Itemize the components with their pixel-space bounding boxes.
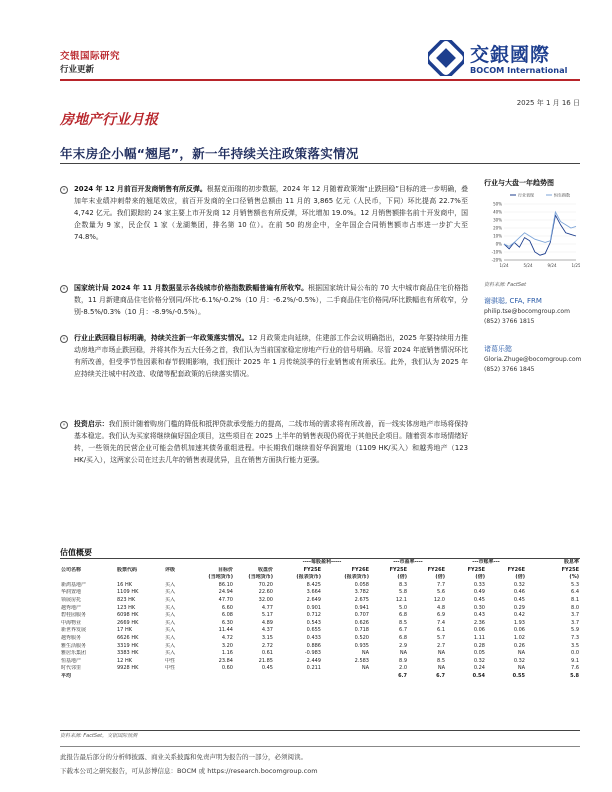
table-cell: 新世界发展 [61,627,87,634]
table-cell: (当地货币) [248,574,273,581]
document-type: 行业更新 [60,65,95,75]
table-unit-row [60,574,580,582]
table-cell: NA [437,665,445,672]
table-cell: FY25E [303,566,321,573]
table-cell: 4.77 [261,604,273,611]
table-cell: 0.707 [354,612,369,619]
table-group-label: ----每股盈利----- [302,559,342,565]
table-cell: 0.46 [513,589,525,596]
table-cell: 0.49 [473,589,485,596]
header-divider [60,79,580,81]
table-cell: -0.983 [304,650,321,657]
table-cell: (倍) [475,574,485,581]
table-cell [322,673,370,681]
bullet-body: 我们预计随着购房门槛的降低和抵押贷款承受能力的提高，二线市场的需求将有所改善，而一线实体房地产市场将保持基本稳定。我们认为买家将继续偏好国企项目，这些项目在 2025 上半年的销售表现仍将优于其他民企项目。随着资本市场情绪好转，一些领先的民营企业可能会借机加速其债务重组进程。中长期我们继续看好华润置地（1109 HK/买入）和越秀地产（123 HK/买入），这两家公司在过去几年的销售表现优异，且在销售方面执行能力更强。 [74,420,469,464]
table-cell: 买入 [165,581,176,588]
table-cell: 0.543 [306,619,321,626]
table-header-row [60,567,580,575]
table-cell: 12.1 [395,596,407,603]
table-cell: 6.7 [398,672,407,679]
table-cell: (报表货币) [296,574,321,581]
table-cell: 0.06 [513,627,525,634]
chart-x-tick-label: 9/24 [547,263,557,268]
table-cell: 3383 HK [117,650,139,657]
table-cell: 0.55 [512,672,525,679]
table-cell: 5.17 [261,612,273,619]
table-cell: (当地货币) [208,574,233,581]
table-cell: 0.712 [306,612,321,619]
table-cell: 2.36 [473,619,485,626]
table-cell: 评级 [165,566,176,573]
table-cell: NA [437,650,445,657]
table-cell: (倍) [397,574,407,581]
table-cell: 5.9 [571,627,579,634]
table-cell: 0.05 [473,650,485,657]
chart-y-tick-label: 40% [493,209,502,215]
table-cell [164,574,194,582]
chart-title: 行业与大盘一年趋势图 [484,179,554,187]
analyst-phone: (852) 3766 1815 [484,318,535,325]
table-cell: 平均 [61,672,72,679]
table-cell: 5.6 [437,589,445,596]
table-cell: 中性 [165,657,176,664]
table-cell: 6.7 [399,627,407,634]
bullet-lead: 行业止跌回稳目标明确，持续关注新一年政策落实情况。 [74,334,249,342]
subtitle-divider [60,163,580,164]
table-cell: 8.1 [571,596,579,603]
chart-y-tick-label: 30% [493,217,502,223]
table-cell: (倍) [435,574,445,581]
table-cell: FY26E [351,566,369,573]
analyst-name: 诸葛乐懿 [484,345,512,353]
table-cell: 3319 HK [117,642,139,649]
table-cell [164,673,194,681]
table-cell [116,673,164,681]
table-row [60,620,580,628]
bullet-lead: 2024 年 12 月前百开发商销售有所反弹。 [74,185,207,193]
table-cell: 123 HK [117,604,136,611]
table-cell: 16 HK [117,581,132,588]
table-cell: 2669 HK [117,619,139,626]
table-row [60,589,580,597]
table-cell: 0.718 [354,627,369,634]
table-cell: 22.60 [258,589,273,596]
table-cell: 23.84 [218,657,233,664]
table-cell: 0.901 [306,604,321,611]
table-cell: 8.0 [571,604,579,611]
chart-legend-label: 行业表现 [518,192,534,198]
table-cell: 越秀地产 [61,604,82,611]
table-cell: 0.45 [261,665,273,672]
table-cell: 买入 [165,604,176,611]
table-cell: FY26E [507,566,525,573]
table-cell: 0.61 [261,650,273,657]
table-cell: 17 HK [117,627,132,634]
table-cell: (倍) [515,574,525,581]
bocom-logo [428,40,578,78]
table-cell: NA [517,665,525,672]
table-cell: 0.941 [354,604,369,611]
table-cell: 0.29 [513,604,525,611]
table-cell: 7.3 [571,634,579,641]
table-cell: 0.28 [473,642,485,649]
table-cell: 6.9 [437,612,445,619]
table-row [60,643,580,651]
table-cell [274,673,322,681]
table-cell: 2.449 [306,657,321,664]
table-cell: 6.4 [571,589,579,596]
table-cell: 0.886 [306,642,321,649]
table-cell: 0.45 [473,596,485,603]
table-cell: 2.675 [354,596,369,603]
chart-y-tick-label: -10% [491,249,502,255]
table-bottom-rule [60,730,580,731]
table-cell: 9928 HK [117,665,139,672]
table-cell: 12.0 [433,596,445,603]
analyst-email[interactable]: philip.tse@bocomgroup.com [484,308,570,315]
table-cell: 3.20 [221,642,233,649]
analyst-phone: (852) 3766 1845 [484,366,535,373]
table-cell [194,673,234,681]
bullet-icon: » [60,285,68,293]
table-average-row [60,673,580,681]
bullet-body: 根据国家统计局公布的 70 大中城市商品住宅价格指数，11 月新建商品住宅价格分别同/环比-6.1%/-0.2%（10 月：-6.2%/-0.5%），二手商品住宅价格同/环比跌幅也有所收窄，分别-8.5%/0.3%（10 月：-8.9%/-0.5%）。 [74,284,468,316]
table-cell: 6098 HK [117,612,139,619]
table-cell: 5.3 [571,581,579,588]
table-cell: 11.44 [218,627,233,634]
table-row [60,627,580,635]
footer-download-info: 下载本公司之研究报告，可从彭博信息：BOCM 或 https://research.bocomgroup.com [60,767,318,775]
table-cell: 823 HK [117,596,136,603]
chart-x-tick-label: 1/25 [571,263,580,268]
table-cell: 4.8 [437,604,445,611]
chart-y-tick-label: -20% [491,257,502,263]
table-cell: NA [517,650,525,657]
bullet-body: 12 月政策走向延续，住建部工作会议明确指出，2025 年要持续用力推动房地产市场止跌回稳，并将其作为五大任务之首，我们认为当前国家稳定房地产行业的信号明确。尽管 2024 年底销售情况环比有所改善，但受季节性因素和春节假期影响，我们预计 2025 年 1 月传统淡季的行业销售或有所承压。此外，我们认为 2025 年应持续关注城中村改造、收储等配套政策的后续落实情况。 [74,334,469,378]
table-source: 资料来源: FactSet，交银国际预测 [60,733,138,739]
table-cell: 0.30 [473,604,485,611]
chart-y-tick-label: 0% [495,241,502,247]
table-cell: 3.5 [571,642,579,649]
table-cell: 0.520 [354,634,369,641]
table-cell: 买入 [165,650,176,657]
table-cell: 0.058 [354,581,369,588]
table-row [60,635,580,643]
chart-series-line [504,215,576,255]
table-cell: 32.00 [258,596,273,603]
chart-legend-label: 恒生指数 [554,192,570,198]
table-cell: 6626 HK [117,634,139,641]
table-cell: 6.08 [221,612,233,619]
table-cell: 7.6 [571,665,579,672]
table-cell: 0.32 [473,657,485,664]
bullet-sales-rebound [74,183,468,243]
table-cell [116,574,164,582]
table-cell: 公司名称 [61,566,82,573]
table-cell: 3.782 [354,589,369,596]
analyst-email[interactable]: Gloria.Zhuge@bocomgroup.com [484,356,582,363]
table-cell: 0.06 [473,627,485,634]
table-cell: 收盘价 [257,566,273,573]
table-cell: 1.11 [473,634,485,641]
table-cell: 1109 HK [117,589,139,596]
chart-source: 资料来源: FactSet [484,282,527,288]
table-cell: 1.02 [513,634,525,641]
bullet-icon: » [60,335,68,343]
table-cell: 2.72 [261,642,273,649]
table-row [60,650,580,658]
table-cell: 70.20 [258,581,273,588]
table-cell: 买入 [165,627,176,634]
bullet-lead: 国家统计局 2024 年 11 月数据显示各线城市价格指数跌幅普遍有所收窄。 [74,284,309,292]
bullet-lead: 投资启示： [74,420,109,428]
table-row [60,658,580,666]
table-cell: (%) [569,574,579,581]
bullet-price-index [74,282,468,318]
table-cell: 86.10 [218,581,233,588]
table-cell: 新鸿基地产 [61,581,87,588]
table-cell: 0.211 [306,665,321,672]
table-cell: 4.72 [221,634,233,641]
table-group-label: 股息率 [563,559,579,565]
table-cell: 买入 [165,589,176,596]
table-cell: 时代邻里 [61,665,82,672]
table-cell: FY25E [561,566,579,573]
logo-chinese-name: 交銀國際 [470,44,551,66]
valuation-table [60,559,580,681]
table-cell: 中海物业 [61,619,82,626]
trend-chart [484,190,580,274]
table-cell: 6.8 [399,634,407,641]
table-cell: 3.7 [571,619,579,626]
table-cell: 中性 [165,665,176,672]
table-cell: 0.45 [513,596,525,603]
table-cell: FY25E [389,566,407,573]
report-title: 房地产行业月报 [60,112,158,128]
table-cell: 1.16 [221,650,233,657]
table-cell: 越秀服务 [61,634,82,641]
table-group-label: ---市盈率---- [393,559,423,565]
table-cell: 0.54 [472,672,485,679]
table-cell: 6.30 [221,619,233,626]
report-subtitle: 年末房企小幅“翘尾”，新一年持续关注政策落实情况 [60,146,359,161]
table-cell: 12 HK [117,657,132,664]
table-cell: 买入 [165,619,176,626]
table-cell: 8.5 [437,657,445,664]
table-cell: 6.7 [436,672,445,679]
table-cell: 0.26 [513,642,525,649]
table-cell: 股票代码 [117,566,138,573]
chart-x-tick-label: 1/24 [499,263,509,268]
table-cell: 6.60 [221,604,233,611]
table-cell: 5.8 [399,589,407,596]
table-cell: 2.7 [437,642,445,649]
table-cell: 0.42 [513,612,525,619]
bullet-body: 根据克而瑞的初步数据，2024 年 12 月随着政策端“止跌回稳”目标的进一步明确，叠加年末业绩冲刺带来的翘尾效应，前百开发商的全口径销售总额由 11 月的 3,865 亿元（人民币，下同）环比提高 22.7%至 4,742 亿元。我们跟踪的 24 家主要上市开发商 12 月销售额也有所反弹，环比增加 19.0%。12 月销售额排名前十开发商中，国企数量为 9 家，民企仅 1 家（龙湖集团，排名第 10 位）。在前 50 的房企中，全年国企合同销售额市占率进一步扩大至 74.8%。 [74,185,469,241]
table-cell [234,673,274,681]
report-date: 2025 年 1 月 16 日 [516,99,580,107]
table-cell: 0.60 [221,665,233,672]
table-cell: 华润置地 [61,589,82,596]
table-cell: 0.655 [306,627,321,634]
bullet-policy-outlook [74,332,468,380]
table-cell: 3.15 [261,634,273,641]
bullet-investment-view [74,418,468,466]
table-row [60,597,580,605]
bullet-icon: » [60,186,68,194]
table-cell: 0.24 [473,665,485,672]
firm-name: 交银国际研究 [60,51,121,62]
table-cell: 0.0 [571,650,579,657]
table-cell: 7.4 [437,619,445,626]
table-cell: NA [361,665,369,672]
table-cell: 0.433 [306,634,321,641]
table-cell: 买入 [165,634,176,641]
table-cell: 4.89 [261,619,273,626]
valuation-table-title: 估值概要 [60,548,92,557]
table-cell: 8.425 [306,581,321,588]
table-cell: (报表货币) [344,574,369,581]
table-cell: 买入 [165,642,176,649]
logo-english-name: BOCOM International [470,65,568,75]
table-cell: 0.626 [354,619,369,626]
table-cell: 9.1 [571,657,579,664]
table-cell: 5.0 [399,604,407,611]
table-cell: 领展房托 [61,596,82,603]
table-cell: FY25E [467,566,485,573]
table-cell: 0.33 [473,581,485,588]
table-cell: 8.3 [399,581,407,588]
analyst-name: 谢骐聪, CFA, FRM [484,297,542,305]
table-cell: 3.664 [306,589,321,596]
table-cell: 47.70 [218,596,233,603]
footer-divider [60,746,580,747]
table-cell: 2.583 [354,657,369,664]
table-cell: 0.43 [473,612,485,619]
table-cell: NA [399,650,407,657]
table-cell: 6.1 [437,627,445,634]
chart-y-tick-label: 20% [493,225,502,231]
footer-disclaimer: 此报告最后部分的分析师披露、商业关系披露和免责声明为报告的一部分，必须阅读。 [60,753,307,761]
table-cell: 5.8 [570,672,579,679]
table-cell: 雅居乐集团 [61,650,87,657]
table-cell: 4.37 [261,627,273,634]
table-cell: 6.8 [399,612,407,619]
table-row [60,582,580,590]
table-cell: 恒基地产 [61,657,82,664]
table-cell: 21.85 [258,657,273,664]
bocom-logo-mark-icon [428,40,464,76]
chart-series-line [504,212,576,246]
chart-y-tick-label: 50% [493,201,502,207]
table-cell: 0.32 [513,581,525,588]
table-cell: 买入 [165,596,176,603]
table-cell: 3.7 [571,612,579,619]
table-cell: FY26E [427,566,445,573]
table-cell: 5.7 [437,634,445,641]
table-group-label: ---市账率--- [472,559,500,565]
table-group-header [60,559,580,567]
chart-x-tick-label: 5/24 [523,263,533,268]
bullet-icon: » [60,421,68,429]
table-cell: 7.7 [437,581,445,588]
table-cell: 0.935 [354,642,369,649]
table-cell [60,574,116,582]
table-row [60,612,580,620]
table-cell: 买入 [165,612,176,619]
table-cell: 24.94 [218,589,233,596]
table-row [60,605,580,613]
table-cell: 碧桂园服务 [61,612,87,619]
table-group-label [60,559,274,567]
table-cell: 8.9 [399,657,407,664]
table-cell: 8.5 [399,619,407,626]
table-row [60,665,580,673]
table-cell: 雅生活服务 [61,642,87,649]
table-cell: NA [361,650,369,657]
table-cell: 目标价 [217,566,233,573]
table-cell: 0.32 [513,657,525,664]
chart-y-tick-label: 10% [493,233,502,239]
table-cell: 2.0 [399,665,407,672]
table-cell: 2.649 [306,596,321,603]
table-cell: 1.93 [513,619,525,626]
table-cell: 2.9 [399,642,407,649]
